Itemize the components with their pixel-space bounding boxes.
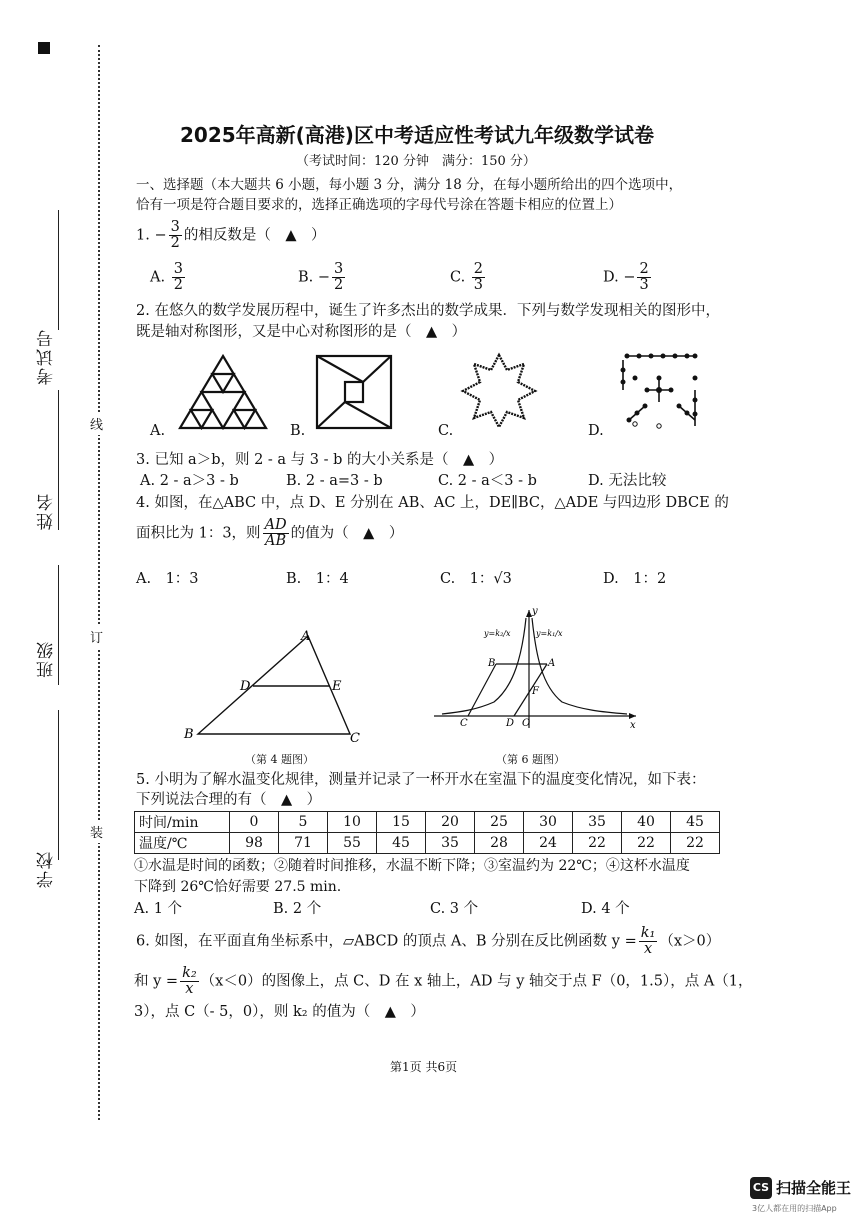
fig6-label-c: C bbox=[460, 718, 468, 729]
school-label: 学校 bbox=[37, 850, 57, 888]
q6-line1b: （x＞0） bbox=[659, 933, 721, 950]
q1-c-num: 2 bbox=[473, 261, 484, 277]
fig4-label-d: D bbox=[240, 679, 251, 694]
q2-figure-d-dots bbox=[615, 350, 705, 432]
q1-a-den: 2 bbox=[173, 277, 183, 293]
school-field[interactable] bbox=[58, 710, 59, 860]
temp-cell: 71 bbox=[279, 833, 328, 854]
q3-option-a[interactable]: A. 2 - a＞3 - b bbox=[140, 473, 239, 489]
section1-intro-line1: 一、选择题（本大题共 6 小题，每小题 3 分，满分 18 分，在每小题所给出的四个选项中， bbox=[136, 177, 683, 193]
q5-data-table bbox=[134, 811, 720, 854]
temp-cell: 28 bbox=[475, 833, 524, 854]
q5-line1: 5. 小明为了解水温变化规律，测量并记录了一杯开水在室温下的温度变化情况，如下表： bbox=[136, 772, 706, 788]
q6-line1 bbox=[136, 926, 720, 957]
page-subtitle: （考试时间：120 分钟 满分：150 分） bbox=[296, 154, 536, 169]
cut-mark-zhuang: 装 bbox=[90, 820, 103, 843]
q1-option-c-label: C. bbox=[450, 269, 466, 286]
q1-frac-num: 3 bbox=[170, 219, 180, 235]
time-cell: 25 bbox=[475, 812, 524, 833]
fig6-caption: （第 6 题图） bbox=[496, 753, 565, 766]
table-header-temp: 温度/℃ bbox=[135, 833, 230, 854]
q1-option-a[interactable] bbox=[150, 262, 187, 293]
q5-statements-line2: 下降到 26℃恰好需要 27.5 min. bbox=[134, 879, 342, 895]
class-field[interactable] bbox=[58, 565, 59, 685]
name-field[interactable] bbox=[58, 390, 59, 530]
q2-option-b[interactable]: B. bbox=[290, 423, 306, 439]
q4-line1: 4. 如图，在△ABC 中，点 D、E 分别在 AB、AC 上，DE∥BC，△ADE 与四边形 DBCE 的 bbox=[136, 495, 729, 511]
q1-number: 1. − bbox=[136, 227, 167, 244]
q2-option-a[interactable]: A. bbox=[150, 423, 166, 439]
temp-cell: 55 bbox=[328, 833, 377, 854]
fig6-label-k1: y=k₁/x bbox=[536, 629, 563, 638]
temp-cell: 45 bbox=[377, 833, 426, 854]
q5-option-d[interactable]: D. 4 个 bbox=[581, 901, 630, 917]
q5-line2: 下列说法合理的有（ ▲ ） bbox=[136, 792, 322, 808]
q1-b-frac bbox=[332, 262, 345, 293]
q1-b-num: 3 bbox=[334, 261, 344, 277]
q1-c-frac bbox=[472, 262, 485, 293]
q1-text: 的相反数是（ ▲ ） bbox=[183, 227, 326, 244]
temp-cell: 22 bbox=[671, 833, 720, 854]
table-header-time: 时间/min bbox=[135, 812, 230, 833]
q4-option-d[interactable]: D. 1：2 bbox=[603, 571, 667, 587]
fig6-label-x: x bbox=[630, 720, 636, 731]
q1-option-c[interactable] bbox=[450, 262, 487, 293]
q1-d-den: 3 bbox=[639, 277, 649, 293]
q2-line1: 2. 在悠久的数学发展历程中，诞生了许多杰出的数学成果．下列与数学发现相关的图形中， bbox=[136, 303, 720, 319]
q3-option-d[interactable]: D. 无法比较 bbox=[588, 473, 667, 489]
q1-a-frac bbox=[172, 262, 185, 293]
q6-k2-num: k₂ bbox=[182, 965, 197, 981]
q2-figure-a-sierpinski bbox=[178, 354, 268, 430]
cut-mark-xian: 线 bbox=[90, 412, 103, 435]
q6-line1a: 6. 如图，在平面直角坐标系中，▱ABCD 的顶点 A、B 分别在反比例函数 y = bbox=[136, 933, 637, 950]
q1-frac-den: 2 bbox=[170, 235, 180, 251]
q4-option-b[interactable]: B. 1：4 bbox=[286, 571, 349, 587]
time-cell: 10 bbox=[328, 812, 377, 833]
exam-no-field[interactable] bbox=[58, 210, 59, 330]
q6-k2-frac bbox=[180, 966, 199, 997]
q1-stem bbox=[136, 220, 325, 251]
time-cell: 35 bbox=[573, 812, 622, 833]
temp-cell: 24 bbox=[524, 833, 573, 854]
q2-figure-c-snowflake bbox=[460, 352, 538, 430]
camscanner-logo-icon: CS bbox=[750, 1177, 772, 1199]
q1-d-frac bbox=[637, 262, 650, 293]
time-cell: 30 bbox=[524, 812, 573, 833]
temp-cell: 22 bbox=[573, 833, 622, 854]
q1-d-num: 2 bbox=[639, 261, 649, 277]
fig6-label-o: O bbox=[522, 718, 531, 729]
q1-a-num: 3 bbox=[173, 261, 183, 277]
q4-line2a: 面积比为 1：3，则 bbox=[136, 525, 261, 542]
q1-option-b[interactable] bbox=[298, 262, 347, 293]
q1-c-den: 3 bbox=[473, 277, 484, 293]
figure-6-coordinate-plot bbox=[432, 606, 642, 731]
q4-line2b: 的值为（ ▲ ） bbox=[290, 525, 404, 542]
q5-statements-line1: ①水温是时间的函数；②随着时间推移，水温不断下降；③室温约为 22℃；④这杯水温度 bbox=[134, 858, 690, 874]
fig6-label-k2: y=k₂/x bbox=[484, 629, 511, 638]
time-cell: 45 bbox=[671, 812, 720, 833]
q1-fraction bbox=[169, 220, 182, 251]
fig6-label-a: A bbox=[548, 658, 556, 669]
page-footer: 第1页 共6页 bbox=[390, 1060, 458, 1074]
q6-k1-frac bbox=[639, 926, 658, 957]
cut-mark-ding: 订 bbox=[90, 625, 103, 648]
q4-line2 bbox=[136, 518, 403, 549]
camscanner-tagline: 3亿人都在用的扫描App bbox=[752, 1204, 837, 1213]
q3-option-b[interactable]: B. 2 - a=3 - b bbox=[286, 473, 383, 489]
temp-cell: 35 bbox=[426, 833, 475, 854]
binding-dotted-line bbox=[98, 45, 100, 1120]
temp-cell: 22 bbox=[622, 833, 671, 854]
fig4-label-b: B bbox=[184, 727, 194, 742]
q4-fraction bbox=[263, 518, 289, 549]
fig6-x-arrow bbox=[629, 713, 636, 719]
time-cell: 40 bbox=[622, 812, 671, 833]
section1-intro-line2: 恰有一项是符合题目要求的，选择正确选项的字母代号涂在答题卡相应的位置上） bbox=[136, 197, 622, 213]
q6-k1-den: x bbox=[643, 941, 653, 957]
q5-option-a[interactable]: A. 1 个 bbox=[134, 901, 183, 917]
time-cell: 0 bbox=[230, 812, 279, 833]
fig6-label-f: F bbox=[532, 686, 539, 697]
figure-4-triangle bbox=[180, 626, 370, 748]
time-cell: 15 bbox=[377, 812, 426, 833]
fig4-label-c: C bbox=[350, 731, 360, 746]
fig4-label-e: E bbox=[332, 679, 342, 694]
name-label: 姓名 bbox=[37, 492, 57, 530]
fig6-label-y: y bbox=[532, 606, 538, 617]
table-row-temp bbox=[135, 833, 720, 854]
q6-line2b: （x＜0）的图像上，点 C、D 在 x 轴上，AD 与 y 轴交于点 F（0，1.5），点 A（1， bbox=[200, 973, 753, 990]
q2-figure-b-square bbox=[315, 354, 393, 430]
q2-line2: 既是轴对称图形，又是中心对称图形的是（ ▲ ） bbox=[136, 324, 467, 340]
q6-line2 bbox=[134, 966, 753, 997]
time-cell: 20 bbox=[426, 812, 475, 833]
q6-k2-den: x bbox=[185, 981, 194, 997]
q5-option-b[interactable]: B. 2 个 bbox=[273, 901, 322, 917]
fig4-caption: （第 4 题图） bbox=[245, 753, 314, 766]
q4-frac-den: AB bbox=[265, 533, 287, 549]
q6-line3: 3），点 C（- 5，0），则 k₂ 的值为（ ▲ ） bbox=[134, 1004, 425, 1020]
q1-option-b-label: B. − bbox=[298, 269, 331, 286]
fig6-label-d: D bbox=[506, 718, 515, 729]
q1-option-d-label: D. − bbox=[603, 269, 636, 286]
q4-frac-num: AD bbox=[264, 517, 287, 533]
corner-mark bbox=[38, 42, 50, 54]
fig6-label-b: B bbox=[488, 658, 496, 669]
camscanner-name: 扫描全能王 bbox=[776, 1179, 852, 1197]
q1-option-d[interactable] bbox=[603, 262, 653, 293]
q1-option-a-label: A. bbox=[150, 269, 166, 286]
exam-no-label: 考试号 bbox=[37, 328, 57, 385]
q6-line2a: 和 y = bbox=[134, 973, 179, 990]
temp-cell: 98 bbox=[230, 833, 279, 854]
class-label: 班级 bbox=[37, 640, 57, 678]
q2-option-c[interactable]: C. bbox=[438, 423, 454, 439]
q2-option-d[interactable]: D. bbox=[588, 423, 604, 439]
q5-option-c[interactable]: C. 3 个 bbox=[430, 901, 479, 917]
page-title: 2025年高新(高港)区中考适应性考试九年级数学试卷 bbox=[180, 123, 654, 147]
q6-k1-num: k₁ bbox=[640, 925, 656, 941]
q4-option-a[interactable]: A. 1：3 bbox=[136, 571, 199, 587]
q3-option-c[interactable]: C. 2 - a＜3 - b bbox=[438, 473, 537, 489]
time-cell: 5 bbox=[279, 812, 328, 833]
fig4-label-a: A bbox=[301, 629, 311, 644]
table-row-time bbox=[135, 812, 720, 833]
q4-option-c[interactable]: C. 1：√3 bbox=[440, 571, 512, 587]
q1-b-den: 2 bbox=[334, 277, 344, 293]
q3-stem: 3. 已知 a＞b，则 2 - a 与 3 - b 的大小关系是（ ▲ ） bbox=[136, 452, 504, 468]
